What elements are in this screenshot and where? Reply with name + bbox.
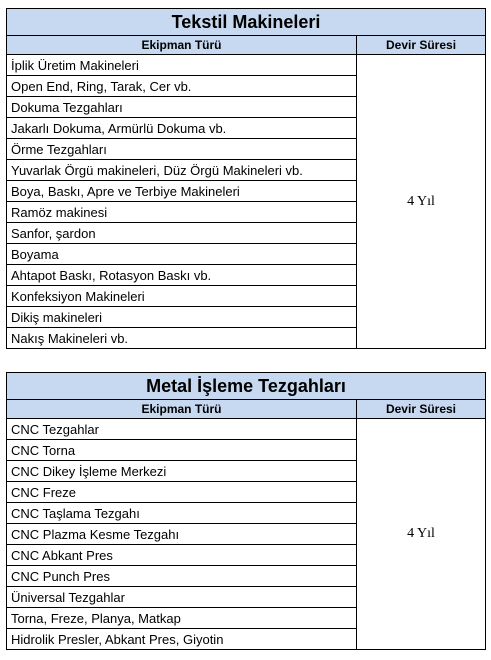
table-row: Hidrolik Presler, Abkant Pres, Giyotin: [7, 629, 357, 650]
table-row: Nakış Makineleri vb.: [7, 328, 357, 349]
table-row: CNC Punch Pres: [7, 566, 357, 587]
turnover-period-value: 4 Yıl: [357, 419, 486, 650]
table-row: CNC Torna: [7, 440, 357, 461]
table-row: Ahtapot Baskı, Rotasyon Baskı vb.: [7, 265, 357, 286]
table-row: Sanfor, şardon: [7, 223, 357, 244]
turnover-period-value: 4 Yıl: [357, 55, 486, 349]
textile-machines-table: [6, 8, 486, 349]
metal-working-machines-table: [6, 372, 486, 650]
column-header-equipment-type: Ekipman Türü: [7, 400, 357, 419]
table-row: Dikiş makineleri: [7, 307, 357, 328]
column-header-turnover-period: Devir Süresi: [357, 400, 486, 419]
table-row: Open End, Ring, Tarak, Cer vb.: [7, 76, 357, 97]
table-row: Yuvarlak Örgü makineleri, Düz Örgü Makineleri vb.: [7, 160, 357, 181]
table-row: Boya, Baskı, Apre ve Terbiye Makineleri: [7, 181, 357, 202]
table-row: CNC Abkant Pres: [7, 545, 357, 566]
table-title: Metal İşleme Tezgahları: [7, 373, 486, 400]
table-row: CNC Plazma Kesme Tezgahı: [7, 524, 357, 545]
table-row: Üniversal Tezgahlar: [7, 587, 357, 608]
table-row: İplik Üretim Makineleri: [7, 55, 357, 76]
table-row: Torna, Freze, Planya, Matkap: [7, 608, 357, 629]
table-title: Tekstil Makineleri: [7, 9, 486, 36]
table-row: Jakarlı Dokuma, Armürlü Dokuma vb.: [7, 118, 357, 139]
table-row: Dokuma Tezgahları: [7, 97, 357, 118]
table-row: Ramöz makinesi: [7, 202, 357, 223]
column-header-equipment-type: Ekipman Türü: [7, 36, 357, 55]
table-row: Boyama: [7, 244, 357, 265]
table-row: Konfeksiyon Makineleri: [7, 286, 357, 307]
table-row: CNC Freze: [7, 482, 357, 503]
table-row: CNC Taşlama Tezgahı: [7, 503, 357, 524]
column-header-turnover-period: Devir Süresi: [357, 36, 486, 55]
table-row: CNC Dikey İşleme Merkezi: [7, 461, 357, 482]
table-row: Örme Tezgahları: [7, 139, 357, 160]
table-row: CNC Tezgahlar: [7, 419, 357, 440]
